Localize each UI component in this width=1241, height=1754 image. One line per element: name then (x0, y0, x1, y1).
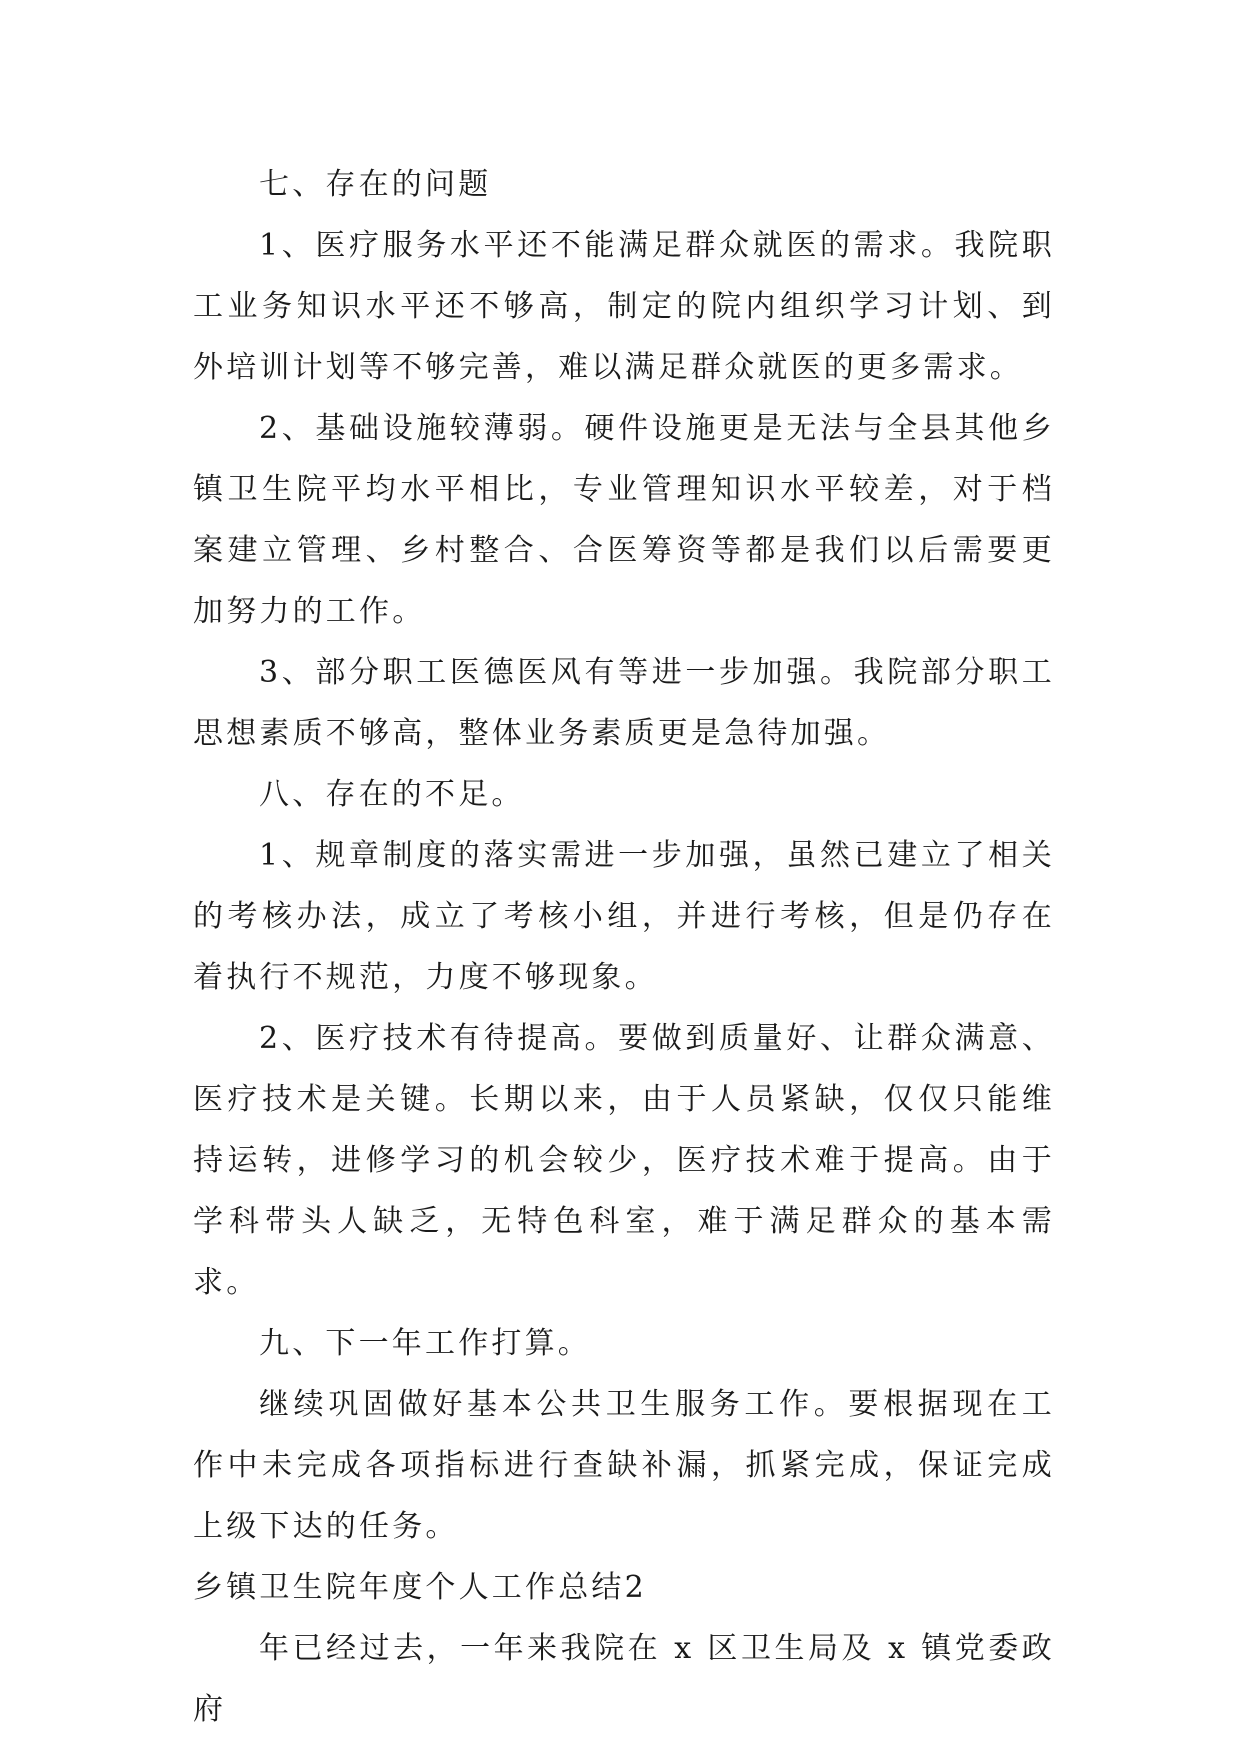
document-title-2: 乡镇卫生院年度个人工作总结2 (193, 1570, 647, 1605)
section-heading-problems: 七、存在的问题 (259, 167, 492, 202)
paragraph-medical-service-level: 1、医疗服务水平还不能满足群众就医的需求。我院职工业务知识水平还不够高，制定的院内组织学习计划、到外培训计划等不够完善，难以满足群众就医的更多需求。 (193, 228, 1055, 385)
paragraph-infrastructure: 2、基础设施较薄弱。硬件设施更是无法与全县其他乡镇卫生院平均水平相比，专业管理知识水平较差，对于档案建立管理、乡村整合、合医筹资等都是我们以后需要更加努力的工作。 (193, 411, 1055, 629)
paragraph-medical-technology: 2、医疗技术有待提高。要做到质量好、让群众满意、医疗技术是关键。长期以来，由于人员紧缺，仅仅只能维持运转，进修学习的机会较少，医疗技术难于提高。由于学科带头人缺乏，无特色科室，难于满足群众的基本需求。 (193, 1021, 1055, 1300)
section-heading-next-year-plan: 九、下一年工作打算。 (259, 1326, 591, 1361)
paragraph-public-health-service: 继续巩固做好基本公共卫生服务工作。要根据现在工作中未完成各项指标进行查缺补漏，抓紧完成，保证完成上级下达的任务。 (193, 1387, 1055, 1544)
paragraph-rules-implementation: 1、规章制度的落实需进一步加强，虽然已建立了相关的考核办法，成立了考核小组，并进行考核，但是仍存在着执行不规范，力度不够现象。 (193, 838, 1055, 995)
section-heading-shortcomings: 八、存在的不足。 (259, 777, 525, 812)
document-body (193, 154, 1055, 1740)
paragraph-medical-ethics: 3、部分职工医德医风有等进一步加强。我院部分职工思想素质不够高，整体业务素质更是急待加强。 (193, 655, 1055, 751)
paragraph-year-review-intro: 年已经过去，一年来我院在 x 区卫生局及 x 镇党委政府 (193, 1631, 1055, 1727)
